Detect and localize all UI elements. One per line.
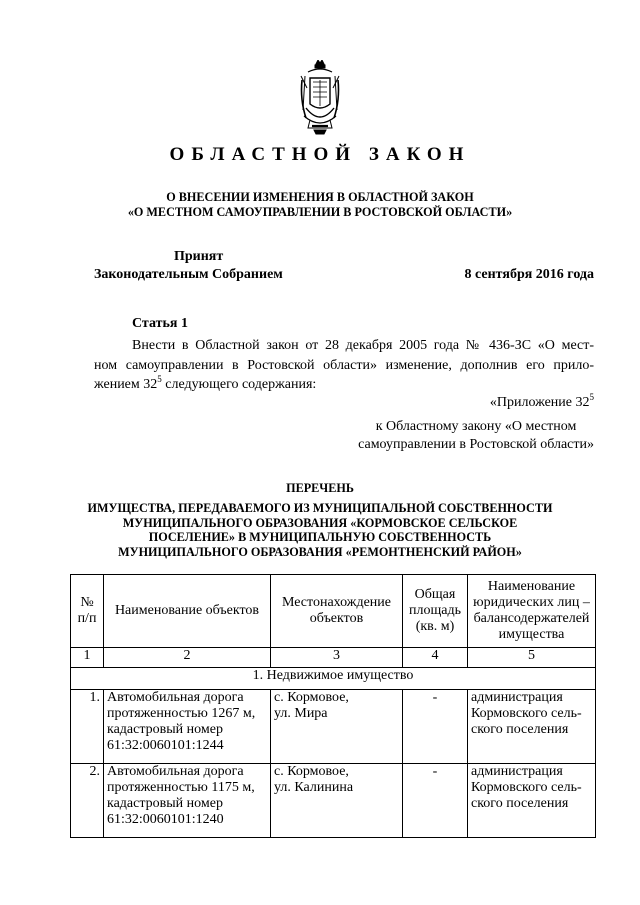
cell-line: ул. Мира: [274, 706, 328, 721]
cell-line: ского поселения: [471, 722, 569, 737]
cell-line: 61:32:0060101:1240: [107, 812, 224, 827]
table-row: [71, 764, 596, 838]
header-text: Общая: [414, 587, 456, 602]
header-text: Наименование: [487, 579, 576, 594]
appendix-heading: [358, 394, 594, 454]
article-text: [94, 336, 594, 395]
area-cell: -: [403, 690, 468, 764]
law-title: ОБЛАСТНОЙ ЗАКОН: [169, 144, 471, 165]
article-text-segment: жением 32: [94, 377, 158, 392]
superscript: 5: [157, 374, 162, 384]
article-text-line: [94, 375, 594, 395]
list-subtitle-line: МУНИЦИПАЛЬНОГО ОБРАЗОВАНИЯ «КОРМОВСКОЕ СЕЛЬСКОЕ: [122, 515, 518, 530]
cell-line: протяженностью 1267 м,: [107, 706, 256, 721]
appendix-reference-line: к Областному закону «О местном: [375, 419, 577, 434]
law-subtitle: [0, 190, 640, 220]
column-index: 5: [468, 648, 596, 668]
header-text: Местонахождение: [281, 595, 391, 610]
cell-line: Кормовского сель-: [471, 706, 582, 721]
header-text: Наименование объектов: [114, 603, 260, 618]
column-index: 3: [271, 648, 403, 668]
section-title: 1. Недвижимое имущество: [71, 668, 596, 690]
header-text: п/п: [77, 611, 97, 626]
header-object-name: [104, 575, 271, 648]
cell-line: кадастровый номер: [107, 722, 223, 737]
appendix-reference-line: самоуправлении в Ростовской области»: [358, 437, 594, 452]
article-text-line: ном самоуправлении в Ростовской области» изменение, дополнив его прило-: [94, 357, 594, 373]
row-number: 1.: [71, 690, 104, 764]
adopted-by-assembly: Законодательным Собранием: [94, 267, 283, 282]
list-title: ПЕРЕЧЕНЬ: [286, 481, 354, 495]
cell-line: ул. Калинина: [274, 780, 354, 795]
property-table: [70, 574, 596, 838]
appendix-title-text: «Приложение 32: [489, 395, 590, 410]
cell-line: администрация: [471, 764, 563, 779]
header-text: №: [80, 595, 94, 610]
cell-line: с. Кормовое,: [274, 764, 349, 779]
cell-line: ского поселения: [471, 796, 569, 811]
cell-line: протяженностью 1175 м,: [107, 780, 255, 795]
cell-line: администрация: [471, 690, 563, 705]
header-text: (кв. м): [415, 619, 455, 634]
article-text-segment: следующего содержания:: [161, 377, 317, 392]
list-subtitle-line: ИМУЩЕСТВА, ПЕРЕДАВАЕМОГО ИЗ МУНИЦИПАЛЬНОЙ СОБСТВЕННОСТИ: [87, 501, 553, 515]
header-number: [71, 575, 104, 648]
header-location: [271, 575, 403, 648]
cell-line: кадастровый номер: [107, 796, 223, 811]
header-text: объектов: [309, 611, 364, 626]
cell-line: с. Кормовое,: [274, 690, 349, 705]
location-cell: [271, 690, 403, 764]
column-index: 4: [403, 648, 468, 668]
law-subtitle-line: О ВНЕСЕНИИ ИЗМЕНЕНИЯ В ОБЛАСТНОЙ ЗАКОН: [166, 190, 474, 204]
cell-line: Кормовского сель-: [471, 780, 582, 795]
article-title: Статья 1: [132, 316, 188, 331]
column-index: 2: [104, 648, 271, 668]
header-area: [403, 575, 468, 648]
list-subtitle-line: ПОСЕЛЕНИЕ» В МУНИЦИПАЛЬНУЮ СОБСТВЕННОСТЬ: [148, 530, 492, 544]
balance-holder-cell: [468, 690, 596, 764]
law-subtitle-line: «О МЕСТНОМ САМОУПРАВЛЕНИИ В РОСТОВСКОЙ ОБЛАСТИ»: [127, 205, 513, 219]
object-name-cell: [104, 690, 271, 764]
column-index-row: [71, 648, 596, 668]
row-number: 2.: [71, 764, 104, 838]
rostov-region-coat-of-arms-icon: [298, 60, 342, 136]
object-name-cell: [104, 764, 271, 838]
location-cell: [271, 764, 403, 838]
area-cell: -: [403, 764, 468, 838]
column-index: 1: [71, 648, 104, 668]
appendix-title: [358, 394, 594, 412]
adopted-label: Принят: [174, 249, 224, 264]
section-row: [71, 668, 596, 690]
cell-line: 61:32:0060101:1244: [107, 738, 224, 753]
cell-line: Автомобильная дорога: [107, 690, 244, 705]
cell-line: Автомобильная дорога: [107, 764, 244, 779]
header-text: имущества: [498, 627, 565, 642]
table-row: [71, 690, 596, 764]
header-balance-holder: [468, 575, 596, 648]
table-header-row: [71, 575, 596, 648]
header-text: площадь: [409, 603, 461, 618]
superscript: 5: [589, 392, 594, 402]
adoption-date: 8 сентября 2016 года: [464, 267, 594, 282]
article-text-line: Внести в Областной закон от 28 декабря 2005 года № 436-ЗС «О мест-: [132, 338, 594, 353]
header-text: балансодержателей: [473, 611, 590, 626]
list-subtitle: [0, 501, 640, 559]
header-text: юридических лиц –: [473, 595, 590, 610]
list-subtitle-line: МУНИЦИПАЛЬНОГО ОБРАЗОВАНИЯ «РЕМОНТНЕНСКИЙ РАЙОН»: [118, 544, 522, 559]
balance-holder-cell: [468, 764, 596, 838]
